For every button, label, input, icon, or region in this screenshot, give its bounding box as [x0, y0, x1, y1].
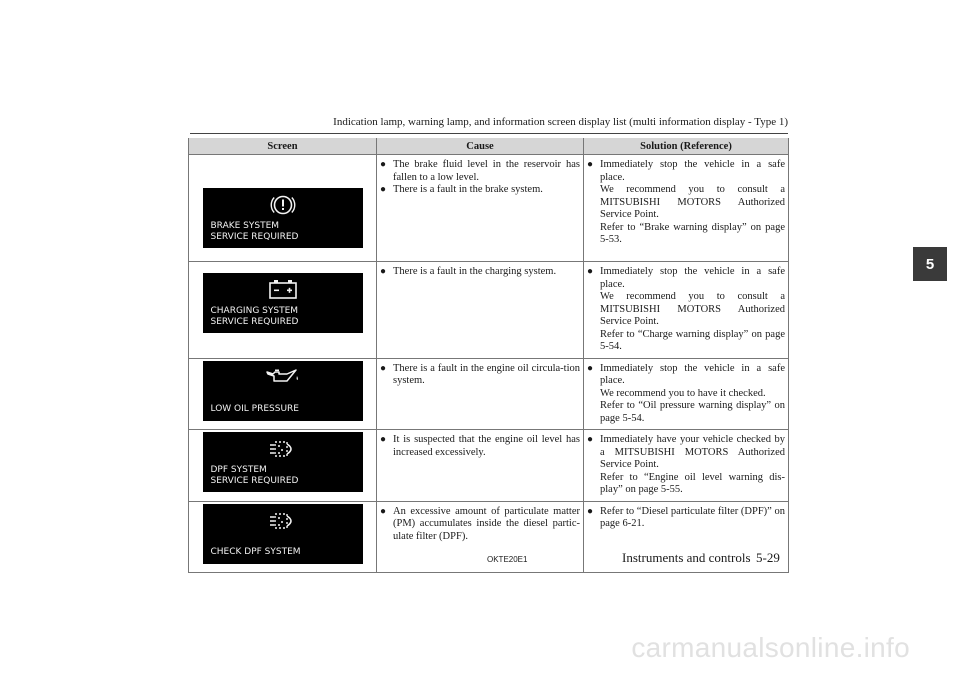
- bullet-icon: ●: [587, 266, 594, 277]
- bullet-icon: ●: [587, 159, 594, 170]
- screen-label-line: BRAKE SYSTEM: [210, 221, 280, 231]
- column-header-cause: Cause: [377, 138, 584, 155]
- screen-label-line: CHECK DPF SYSTEM: [210, 547, 301, 557]
- cause-text: It is suspected that the engine oil level has increased excessively.: [393, 434, 580, 458]
- running-header: Indication lamp, warning lamp, and information screen display list (multi information display - Type 1): [333, 116, 788, 128]
- screen-label-line: SERVICE REQUIRED: [210, 475, 299, 486]
- cause-text: An excessive amount of particulate matter (PM) accumulates inside the diesel partic-ulate filter (DPF).: [393, 505, 580, 542]
- solution-cell: [584, 155, 789, 262]
- manual-code: OKTE20E1: [487, 555, 528, 564]
- display-screen: [203, 188, 363, 248]
- cause-cell: [377, 262, 584, 359]
- dpf-icon: [203, 438, 363, 460]
- cause-text: There is a fault in the engine oil circula-tion system.: [393, 362, 580, 386]
- cause-text: There is a fault in the charging system.: [393, 266, 557, 277]
- oil-can-icon: [203, 367, 363, 389]
- display-screen: [203, 504, 363, 564]
- screen-cell: [189, 501, 377, 572]
- battery-icon: [203, 279, 363, 301]
- table-row: [189, 262, 789, 359]
- brake-warning-icon: [203, 194, 363, 216]
- solution-text: Immediately have your vehicle checked by a MITSUBISHI MOTORS Authorized Service Point. Refer to “Engine oil level warning dis-play” on page 5-55.: [600, 434, 785, 495]
- chapter-tab: 5: [913, 247, 947, 281]
- watermark: carmanualsonline.info: [631, 632, 910, 663]
- cause-text: There is a fault in the brake system.: [393, 184, 543, 195]
- bullet-icon: ●: [380, 362, 387, 374]
- display-list-table: [188, 138, 789, 573]
- header-rule: [190, 133, 788, 134]
- cause-cell: [377, 155, 584, 262]
- table-row: [189, 358, 789, 430]
- bullet-icon: ●: [380, 266, 387, 277]
- cause-cell: [377, 358, 584, 430]
- solution-text: Immediately stop the vehicle in a safe place. We recommend you to consult a MITSUBISHI MOTORS Authorized Service Point. Refer to “Charge warning display” on page 5-54.: [600, 266, 785, 352]
- screen-label-line: SERVICE REQUIRED: [210, 231, 299, 242]
- screen-label-line: CHARGING SYSTEM: [210, 306, 299, 316]
- page-number: 5-29: [756, 550, 780, 565]
- bullet-icon: ●: [587, 362, 594, 374]
- screen-cell: [189, 430, 377, 502]
- section-title: Instruments and controls: [622, 550, 751, 565]
- bullet-icon: ●: [380, 505, 387, 517]
- solution-text: Immediately stop the vehicle in a safe place. We recommend you to have it checked. Refer to “Oil pressure warning display” on page 5-54.: [600, 362, 785, 424]
- screen-label-line: SERVICE REQUIRED: [210, 316, 299, 327]
- solution-cell: [584, 430, 789, 502]
- table-header-row: [189, 138, 789, 155]
- bullet-icon: ●: [380, 159, 387, 170]
- table-row: [189, 155, 789, 262]
- dpf-icon: [203, 510, 363, 532]
- bullet-icon: ●: [587, 505, 594, 517]
- display-screen: [203, 273, 363, 333]
- solution-text: Immediately stop the vehicle in a safe place. We recommend you to consult a MITSUBISHI MOTORS Authorized Service Point. Refer to “Brake warning display” on page 5-53.: [600, 159, 785, 245]
- column-header-screen: Screen: [189, 138, 377, 155]
- display-screen: [203, 432, 363, 492]
- solution-cell: [584, 262, 789, 359]
- solution-text: Refer to “Diesel particulate filter (DPF)” on page 6-21.: [600, 505, 785, 529]
- bullet-icon: ●: [587, 434, 594, 445]
- screen-label-line: LOW OIL PRESSURE: [210, 404, 299, 414]
- cause-cell: [377, 430, 584, 502]
- column-header-solution: Solution (Reference): [584, 138, 789, 155]
- cause-text: The brake fluid level in the reservoir has fallen to a low level.: [393, 159, 580, 183]
- screen-cell: [189, 155, 377, 262]
- solution-cell: [584, 358, 789, 430]
- bullet-icon: ●: [380, 434, 387, 445]
- table-row: [189, 430, 789, 502]
- bullet-icon: ●: [380, 184, 387, 195]
- screen-label-line: DPF SYSTEM: [210, 465, 267, 475]
- display-screen: [203, 361, 363, 421]
- screen-cell: [189, 358, 377, 430]
- screen-cell: [189, 262, 377, 359]
- cause-cell: [377, 501, 584, 572]
